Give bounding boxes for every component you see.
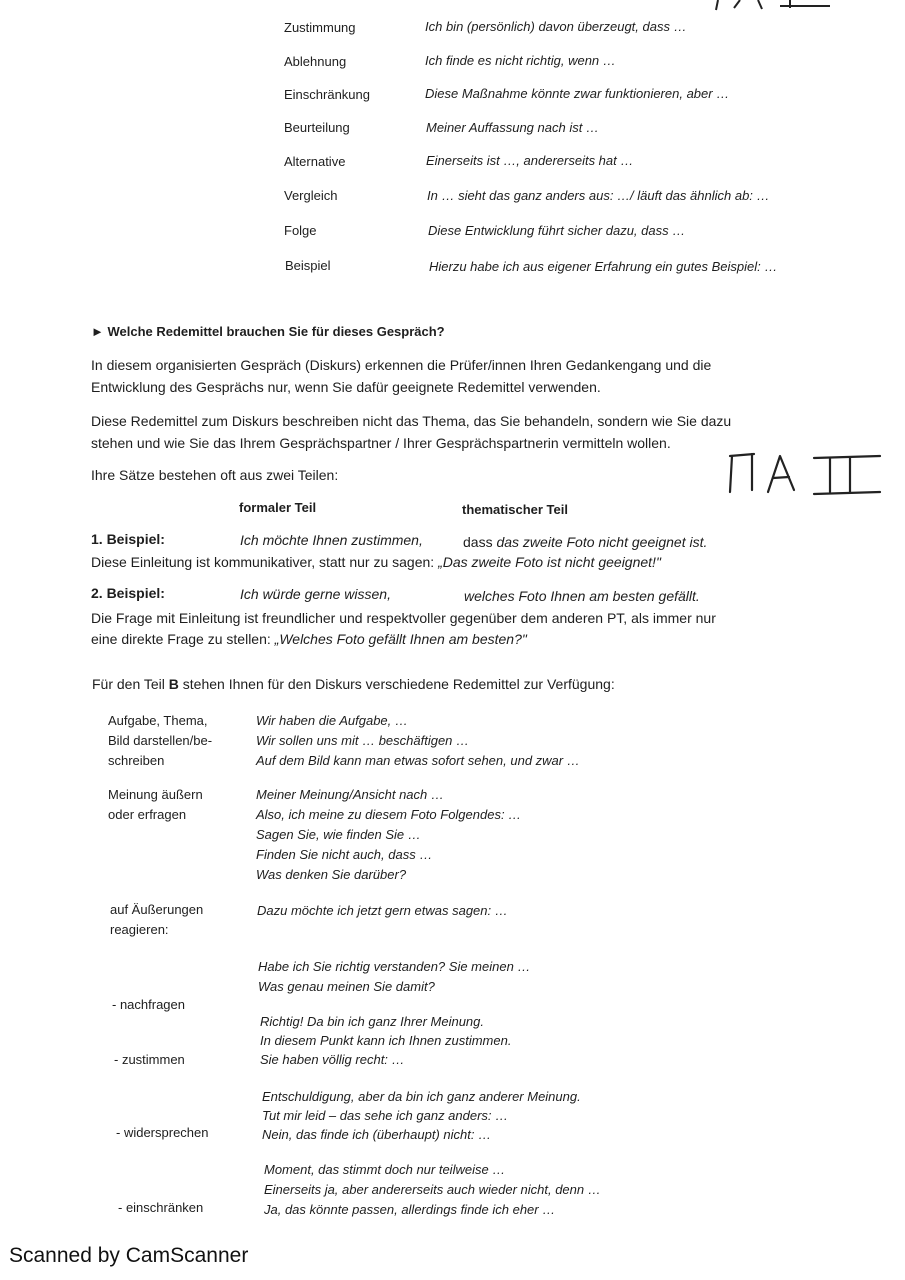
paragraph-line: stehen und wie Sie das Ihrem Gesprächspartner / Ihrer Gesprächspartnerin vermitteln wollen. xyxy=(91,435,671,451)
table-phrase: Diese Entwicklung führt sicher dazu, dass … xyxy=(428,223,686,238)
phrase: Sagen Sie, wie finden Sie … xyxy=(256,827,421,842)
table-label: Beurteilung xyxy=(284,120,350,135)
group-label-line: - widersprechen xyxy=(116,1125,209,1140)
paragraph-2 xyxy=(91,410,771,454)
group-phrases xyxy=(262,1087,581,1144)
table-phrase: Einerseits ist …, andererseits hat … xyxy=(426,153,634,168)
teil-b-before: Für den Teil xyxy=(92,676,169,692)
example1-note-quote: „Das zweite Foto ist nicht geeignet!" xyxy=(438,554,661,570)
group-label-line: oder erfragen xyxy=(108,807,187,822)
group-label xyxy=(108,711,212,771)
example1-note-text: Diese Einleitung ist kommunikativer, statt nur zu sagen: xyxy=(91,554,435,570)
group-label-line: - nachfragen xyxy=(112,997,185,1012)
handwritten-mark-top xyxy=(700,0,850,14)
phrase: Auf dem Bild kann man etwas sofort sehen, und zwar … xyxy=(256,753,580,768)
teil-b-bold: B xyxy=(168,676,179,692)
col-formal-header: formaler Teil xyxy=(239,500,317,515)
group-label-line: schreiben xyxy=(108,753,165,768)
table-phrase: In … sieht das ganz anders aus: …/ läuft das ähnlich ab: … xyxy=(427,188,770,203)
example2-formal: Ich würde gerne wissen, xyxy=(240,586,391,602)
phrase: Nein, das finde ich (überhaupt) nicht: … xyxy=(262,1127,492,1142)
group-label-line: - zustimmen xyxy=(114,1052,185,1067)
example2-note-text: eine direkte Frage zu stellen: xyxy=(91,631,271,647)
table-phrase: Meiner Auffassung nach ist … xyxy=(426,120,599,135)
phrase: Finden Sie nicht auch, dass … xyxy=(256,847,433,862)
table-label: Zustimmung xyxy=(284,20,356,35)
group-label-line: Meinung äußern xyxy=(108,787,203,802)
group-phrases xyxy=(264,1160,601,1220)
phrase: Sie haben völlig recht: … xyxy=(260,1052,405,1067)
paragraph-line: In diesem organisierten Gespräch (Diskurs) erkennen die Prüfer/innen Ihren Gedankengang und die xyxy=(91,357,712,373)
group-phrases xyxy=(256,785,521,885)
example1-thematic xyxy=(463,534,707,550)
phrase: Richtig! Da bin ich ganz Ihrer Meinung. xyxy=(260,1014,485,1029)
camscanner-watermark: Scanned by CamScanner xyxy=(9,1244,249,1267)
phrase: Also, ich meine zu diesem Foto Folgendes: … xyxy=(256,807,522,822)
paragraph-1 xyxy=(91,354,771,398)
teil-b-after: stehen Ihnen für den Diskurs verschiedene Redemittel zur Verfügung: xyxy=(178,676,615,692)
handwritten-ma-ii xyxy=(722,448,887,504)
table-label: Einschränkung xyxy=(284,87,370,102)
example2-note-quote: „Welches Foto gefällt Ihnen am besten?" xyxy=(274,631,527,647)
table-label: Beispiel xyxy=(285,258,331,273)
table-label: Vergleich xyxy=(284,188,338,203)
example1-note xyxy=(91,554,661,570)
table-phrase: Ich finde es nicht richtig, wenn … xyxy=(425,53,616,68)
example1-label: 1. Beispiel: xyxy=(91,531,165,547)
group-label xyxy=(118,1158,203,1258)
group-phrases xyxy=(257,901,508,921)
teil-b-intro xyxy=(92,676,615,692)
group-label-line: - einschränken xyxy=(118,1200,204,1215)
phrase: Was denken Sie darüber? xyxy=(256,867,407,882)
table-label: Ablehnung xyxy=(284,54,347,69)
table-phrase: Ich bin (persönlich) davon überzeugt, dass … xyxy=(425,19,687,34)
phrase: In diesem Punkt kann ich Ihnen zustimmen. xyxy=(260,1033,512,1048)
example2-thematic: welches Foto Ihnen am besten gefällt. xyxy=(464,588,700,604)
paragraph-line: Entwicklung des Gesprächs nur, wenn Sie dafür geeignete Redemittel verwenden. xyxy=(91,379,601,395)
group-label-line: Bild darstellen/be- xyxy=(108,733,213,748)
example1-thematic-a: dass xyxy=(463,534,493,550)
example2-label: 2. Beispiel: xyxy=(91,585,165,601)
phrase: Einerseits ja, aber andererseits auch wieder nicht, denn … xyxy=(264,1182,601,1197)
phrase: Wir sollen uns mit … beschäftigen … xyxy=(256,733,470,748)
example2-note-line2 xyxy=(91,631,527,647)
example1-formal: Ich möchte Ihnen zustimmen, xyxy=(240,532,423,548)
phrase: Meiner Meinung/Ansicht nach … xyxy=(256,787,444,802)
group-phrases xyxy=(256,711,580,771)
group-label xyxy=(110,900,203,940)
group-phrases xyxy=(258,957,530,997)
table-phrase: Hierzu habe ich aus eigener Erfahrung ein gutes Beispiel: … xyxy=(429,259,778,274)
example2-note-line1: Die Frage mit Einleitung ist freundlicher und respektvoller gegenüber dem anderen PT, als immer nur xyxy=(91,610,716,626)
phrase: Tut mir leid – das sehe ich ganz anders: … xyxy=(262,1108,509,1123)
phrase: Was genau meinen Sie damit? xyxy=(258,979,435,994)
phrase: Ja, das könnte passen, allerdings finde ich eher … xyxy=(264,1202,556,1217)
phrase: Dazu möchte ich jetzt gern etwas sagen: … xyxy=(257,903,508,918)
example1-thematic-b: das zweite Foto nicht geeignet ist. xyxy=(496,534,708,550)
group-label-line: reagieren: xyxy=(110,922,169,937)
group-label xyxy=(108,785,203,825)
section-heading: ► Welche Redemittel brauchen Sie für dieses Gespräch? xyxy=(91,324,445,339)
group-label-line: auf Äußerungen xyxy=(110,902,204,917)
group-phrases xyxy=(260,1012,511,1069)
phrase: Habe ich Sie richtig verstanden? Sie meinen … xyxy=(258,959,531,974)
table-label: Alternative xyxy=(284,154,346,169)
paragraph-line: Diese Redemittel zum Diskurs beschreiben nicht das Thema, das Sie behandeln, sondern wie Sie dazu xyxy=(91,413,732,429)
paragraph-3: Ihre Sätze bestehen oft aus zwei Teilen: xyxy=(91,467,339,483)
phrase: Moment, das stimmt doch nur teilweise … xyxy=(264,1162,506,1177)
phrase: Entschuldigung, aber da bin ich ganz anderer Meinung. xyxy=(262,1089,581,1104)
table-label: Folge xyxy=(284,223,317,238)
phrase: Wir haben die Aufgabe, … xyxy=(256,713,408,728)
group-label-line: Aufgabe, Thema, xyxy=(108,713,208,728)
col-thematic-header: thematischer Teil xyxy=(462,502,568,517)
table-phrase: Diese Maßnahme könnte zwar funktionieren, aber … xyxy=(425,86,730,101)
